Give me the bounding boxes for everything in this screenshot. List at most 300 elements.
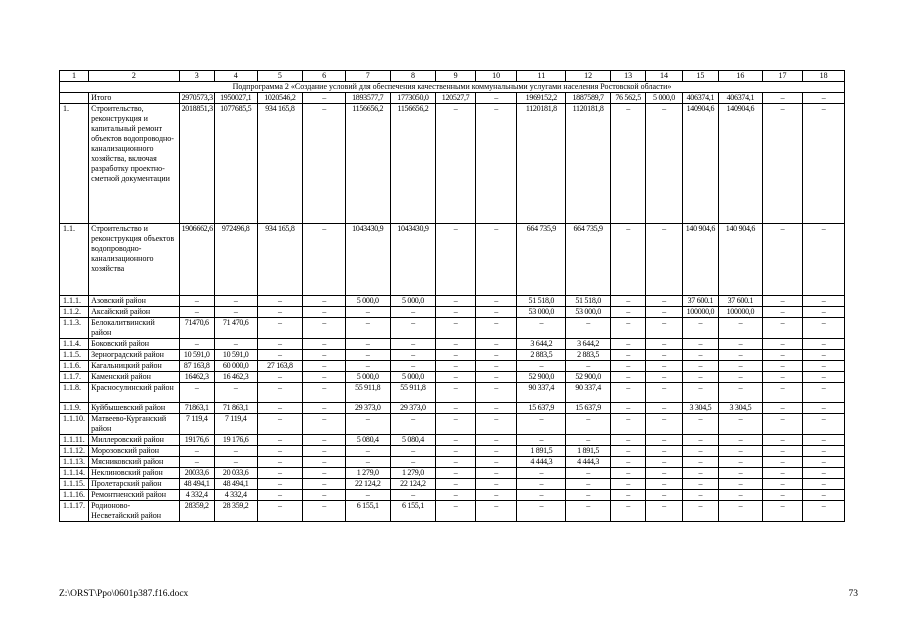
value-cell: 16462,3 [179, 372, 214, 383]
value-cell: 5 000,0 [390, 372, 436, 383]
value-cell: 4 444,3 [517, 457, 566, 468]
value-cell: – [762, 414, 803, 435]
column-number: 7 [345, 71, 390, 82]
value-cell: – [646, 296, 682, 307]
value-cell: – [436, 361, 476, 372]
value-cell: – [345, 361, 390, 372]
value-cell: – [303, 446, 346, 457]
value-cell: – [566, 361, 611, 372]
value-cell: 140904,6 [682, 104, 718, 224]
value-cell: – [610, 296, 645, 307]
value-cell: – [682, 383, 718, 403]
value-cell: – [517, 361, 566, 372]
value-cell: – [803, 490, 845, 501]
value-cell: – [303, 361, 346, 372]
value-cell: – [436, 457, 476, 468]
value-cell: – [682, 446, 718, 457]
value-cell: – [610, 350, 645, 361]
value-cell: – [517, 501, 566, 522]
value-cell: 55 911,8 [390, 383, 436, 403]
table-row [60, 224, 845, 296]
value-cell: 71470,6 [179, 318, 214, 339]
value-cell: – [257, 435, 303, 446]
value-cell: – [436, 501, 476, 522]
value-cell: – [803, 446, 845, 457]
value-cell: 2970573,3 [179, 93, 214, 104]
value-cell: – [646, 435, 682, 446]
row-number: 1.1.8. [60, 383, 89, 403]
table-row [60, 403, 845, 414]
row-number: 1.1.17. [60, 501, 89, 522]
value-cell: – [762, 224, 803, 296]
value-cell: – [610, 479, 645, 490]
value-cell: 140904,6 [719, 104, 763, 224]
value-cell: – [303, 435, 346, 446]
value-cell: – [682, 468, 718, 479]
value-cell: – [345, 350, 390, 361]
value-cell: 1120181,8 [517, 104, 566, 224]
value-cell: – [719, 468, 763, 479]
value-cell: – [803, 372, 845, 383]
value-cell: – [303, 490, 346, 501]
value-cell: – [179, 457, 214, 468]
value-cell: – [475, 383, 517, 403]
value-cell: 37 600.1 [682, 296, 718, 307]
value-cell: – [257, 296, 303, 307]
value-cell: – [610, 372, 645, 383]
value-cell: 7 119,4 [179, 414, 214, 435]
table-row [60, 372, 845, 383]
value-cell: – [475, 468, 517, 479]
value-cell: 1887589,7 [566, 93, 611, 104]
value-cell: – [303, 501, 346, 522]
row-name: Строительство, реконструкция и капитальный ремонт объектов водопроводно-канализационного хозяйства, включая разработку проектно-сметной документации [89, 104, 179, 224]
value-cell: 76 562,5 [610, 93, 645, 104]
value-cell: – [803, 361, 845, 372]
value-cell: – [719, 372, 763, 383]
value-cell: – [257, 479, 303, 490]
value-cell: – [436, 296, 476, 307]
value-cell: 5 080,4 [345, 435, 390, 446]
column-number: 1 [60, 71, 89, 82]
value-cell: 6 155,1 [390, 501, 436, 522]
column-number: 14 [646, 71, 682, 82]
value-cell: 48 494,1 [214, 479, 257, 490]
row-name: Морозовский район [89, 446, 179, 457]
column-number: 4 [214, 71, 257, 82]
value-cell: – [303, 383, 346, 403]
value-cell: 37 600.1 [719, 296, 763, 307]
value-cell: 20033,6 [179, 468, 214, 479]
value-cell: – [436, 446, 476, 457]
value-cell: – [610, 435, 645, 446]
column-number-row [60, 71, 845, 82]
table-row [60, 468, 845, 479]
row-name: Белокалитвинский район [89, 318, 179, 339]
value-cell: – [257, 403, 303, 414]
value-cell: – [475, 296, 517, 307]
value-cell: – [179, 307, 214, 318]
value-cell: – [214, 339, 257, 350]
value-cell: 7 119,4 [214, 414, 257, 435]
value-cell: 5 000,0 [345, 372, 390, 383]
value-cell: – [436, 307, 476, 318]
value-cell: – [179, 339, 214, 350]
column-number: 18 [803, 71, 845, 82]
value-cell: – [762, 468, 803, 479]
value-cell: 90 337,4 [566, 383, 611, 403]
value-cell: 3 304,5 [719, 403, 763, 414]
value-cell: 22 124,2 [390, 479, 436, 490]
value-cell: 934 165,8 [257, 224, 303, 296]
value-cell: – [803, 501, 845, 522]
value-cell: – [475, 307, 517, 318]
column-number: 16 [719, 71, 763, 82]
value-cell: 1 891,5 [517, 446, 566, 457]
value-cell: – [303, 296, 346, 307]
value-cell: – [214, 296, 257, 307]
value-cell: – [682, 318, 718, 339]
value-cell: 664 735,9 [566, 224, 611, 296]
value-cell: – [303, 93, 346, 104]
value-cell: – [390, 318, 436, 339]
value-cell: – [682, 339, 718, 350]
value-cell: 29 373,0 [390, 403, 436, 414]
value-cell: – [762, 446, 803, 457]
value-cell: – [257, 468, 303, 479]
value-cell: – [610, 339, 645, 350]
value-cell: – [566, 468, 611, 479]
table-row [60, 339, 845, 350]
table-row [60, 490, 845, 501]
value-cell: 406374,1 [682, 93, 718, 104]
value-cell: – [762, 435, 803, 446]
row-name: Строительство и реконструкция объектов водопроводно-канализационного хозяйства [89, 224, 179, 296]
row-number [60, 93, 89, 104]
value-cell: – [436, 414, 476, 435]
table-body [60, 71, 845, 522]
value-cell: – [610, 361, 645, 372]
value-cell: – [475, 501, 517, 522]
value-cell: – [762, 104, 803, 224]
value-cell: 4 332,4 [214, 490, 257, 501]
row-name: Пролетарский район [89, 479, 179, 490]
value-cell: 71 863,1 [214, 403, 257, 414]
value-cell: – [345, 414, 390, 435]
table-row [60, 361, 845, 372]
table-row [60, 104, 845, 224]
value-cell: – [257, 307, 303, 318]
value-cell: – [475, 490, 517, 501]
value-cell: – [566, 435, 611, 446]
row-number: 1.1.13. [60, 457, 89, 468]
value-cell: – [436, 435, 476, 446]
column-number: 5 [257, 71, 303, 82]
value-cell: 5 000,0 [646, 93, 682, 104]
value-cell: – [719, 414, 763, 435]
row-number: 1.1.3. [60, 318, 89, 339]
value-cell: 27 163,8 [257, 361, 303, 372]
value-cell: – [257, 339, 303, 350]
value-cell: – [646, 490, 682, 501]
budget-table [59, 70, 845, 522]
value-cell: – [257, 372, 303, 383]
value-cell: 4 332,4 [179, 490, 214, 501]
value-cell: – [436, 468, 476, 479]
value-cell: – [303, 414, 346, 435]
row-number: 1.1.4. [60, 339, 89, 350]
value-cell: 19 176,6 [214, 435, 257, 446]
value-cell: – [390, 446, 436, 457]
value-cell: – [719, 383, 763, 403]
value-cell: 4 444,3 [566, 457, 611, 468]
value-cell: – [475, 350, 517, 361]
value-cell: – [436, 224, 476, 296]
value-cell: 22 124,2 [345, 479, 390, 490]
value-cell: – [803, 318, 845, 339]
value-cell: – [257, 490, 303, 501]
column-number: 3 [179, 71, 214, 82]
value-cell: – [303, 479, 346, 490]
value-cell: 5 080,4 [390, 435, 436, 446]
value-cell: 52 900,0 [566, 372, 611, 383]
row-name: Родионово-Несветайский район [89, 501, 179, 522]
value-cell: 20 033,6 [214, 468, 257, 479]
value-cell: – [475, 339, 517, 350]
value-cell: – [257, 414, 303, 435]
value-cell: – [610, 403, 645, 414]
column-number: 12 [566, 71, 611, 82]
value-cell: 140 904,6 [719, 224, 763, 296]
column-number: 9 [436, 71, 476, 82]
value-cell: – [682, 361, 718, 372]
value-cell: 16 462,3 [214, 372, 257, 383]
value-cell: 140 904,6 [682, 224, 718, 296]
value-cell: 71 470,6 [214, 318, 257, 339]
value-cell: – [719, 350, 763, 361]
value-cell: – [566, 490, 611, 501]
value-cell: 53 000,0 [517, 307, 566, 318]
value-cell: 1077685,5 [214, 104, 257, 224]
value-cell: – [517, 468, 566, 479]
row-number: 1.1.9. [60, 403, 89, 414]
value-cell: – [345, 490, 390, 501]
value-cell: 2 883,5 [517, 350, 566, 361]
value-cell: – [436, 490, 476, 501]
value-cell: 1893577,7 [345, 93, 390, 104]
value-cell: – [719, 318, 763, 339]
row-number: 1.1.11. [60, 435, 89, 446]
value-cell: – [475, 479, 517, 490]
value-cell: 934 165,8 [257, 104, 303, 224]
value-cell: – [257, 350, 303, 361]
value-cell: – [390, 307, 436, 318]
value-cell: 19176,6 [179, 435, 214, 446]
value-cell: – [610, 490, 645, 501]
value-cell: – [345, 457, 390, 468]
row-number: 1.1.1. [60, 296, 89, 307]
value-cell: 52 900,0 [517, 372, 566, 383]
value-cell: – [390, 414, 436, 435]
value-cell: – [762, 372, 803, 383]
value-cell: – [803, 414, 845, 435]
value-cell: – [303, 224, 346, 296]
value-cell: – [303, 318, 346, 339]
value-cell: – [610, 457, 645, 468]
value-cell: – [762, 403, 803, 414]
value-cell: – [303, 104, 346, 224]
row-name: Куйбышевский район [89, 403, 179, 414]
column-number: 10 [475, 71, 517, 82]
subprogram-title: Подпрограмма 2 «Создание условий для обеспечения качественными коммунальными услугами населения Ростовской области» [60, 82, 845, 93]
value-cell: – [475, 104, 517, 224]
value-cell: 1969152,2 [517, 93, 566, 104]
value-cell: – [610, 501, 645, 522]
value-cell: – [257, 318, 303, 339]
value-cell: – [566, 501, 611, 522]
value-cell: – [436, 339, 476, 350]
column-number: 11 [517, 71, 566, 82]
value-cell: – [303, 350, 346, 361]
table-row [60, 435, 845, 446]
row-number: 1.1. [60, 224, 89, 296]
value-cell: – [803, 479, 845, 490]
value-cell: 15 637,9 [566, 403, 611, 414]
value-cell: – [682, 457, 718, 468]
value-cell: – [803, 457, 845, 468]
value-cell: – [179, 446, 214, 457]
value-cell: – [475, 224, 517, 296]
value-cell: – [257, 501, 303, 522]
value-cell: 6 155,1 [345, 501, 390, 522]
table-row [60, 446, 845, 457]
value-cell: 3 644,2 [517, 339, 566, 350]
value-cell: – [475, 414, 517, 435]
value-cell: – [803, 403, 845, 414]
row-number: 1.1.15. [60, 479, 89, 490]
row-number: 1.1.7. [60, 372, 89, 383]
table-row [60, 501, 845, 522]
value-cell: 28359,2 [179, 501, 214, 522]
value-cell: 1950027,1 [214, 93, 257, 104]
value-cell: – [682, 490, 718, 501]
value-cell: – [803, 307, 845, 318]
value-cell: 28 359,2 [214, 501, 257, 522]
value-cell: – [762, 479, 803, 490]
document-table-area [59, 70, 845, 522]
value-cell: – [762, 350, 803, 361]
value-cell: – [257, 383, 303, 403]
value-cell: – [762, 296, 803, 307]
value-cell: – [303, 339, 346, 350]
table-row [60, 307, 845, 318]
footer-file-path: Z:\ORST\Ppo\0601p387.f16.docx [59, 589, 189, 599]
value-cell: – [762, 383, 803, 403]
column-number: 17 [762, 71, 803, 82]
table-row [60, 93, 845, 104]
value-cell: – [610, 383, 645, 403]
row-name: Миллеровский район [89, 435, 179, 446]
value-cell: 972496,8 [214, 224, 257, 296]
value-cell: – [214, 457, 257, 468]
value-cell: 1156656,2 [345, 104, 390, 224]
value-cell: – [646, 350, 682, 361]
row-name: Азовский район [89, 296, 179, 307]
value-cell: 15 637,9 [517, 403, 566, 414]
row-number: 1. [60, 104, 89, 224]
row-name: Боковский район [89, 339, 179, 350]
value-cell: – [646, 307, 682, 318]
value-cell: – [762, 339, 803, 350]
value-cell: 1906662,6 [179, 224, 214, 296]
value-cell: – [345, 307, 390, 318]
value-cell: – [475, 446, 517, 457]
value-cell: 1120181,8 [566, 104, 611, 224]
value-cell: – [762, 93, 803, 104]
value-cell: – [517, 479, 566, 490]
value-cell: – [646, 468, 682, 479]
value-cell: – [646, 501, 682, 522]
table-row [60, 457, 845, 468]
value-cell: – [214, 383, 257, 403]
row-name: Мясниковский район [89, 457, 179, 468]
row-name: Кагальницкий район [89, 361, 179, 372]
value-cell: – [719, 339, 763, 350]
value-cell: – [390, 490, 436, 501]
value-cell: 1 279,0 [390, 468, 436, 479]
value-cell: – [803, 296, 845, 307]
value-cell: 1043430,9 [345, 224, 390, 296]
value-cell: – [803, 468, 845, 479]
value-cell: – [610, 104, 645, 224]
value-cell: 1020546,2 [257, 93, 303, 104]
row-number: 1.1.12. [60, 446, 89, 457]
row-name: Матвеево-Курганский район [89, 414, 179, 435]
value-cell: – [517, 414, 566, 435]
value-cell: 90 337,4 [517, 383, 566, 403]
value-cell: – [257, 446, 303, 457]
value-cell: – [517, 318, 566, 339]
value-cell: – [646, 479, 682, 490]
value-cell: – [436, 104, 476, 224]
value-cell: – [436, 479, 476, 490]
value-cell: – [566, 318, 611, 339]
value-cell: – [719, 479, 763, 490]
value-cell: – [610, 307, 645, 318]
value-cell: – [436, 403, 476, 414]
value-cell: – [646, 224, 682, 296]
value-cell: 1773050,0 [390, 93, 436, 104]
value-cell: 664 735,9 [517, 224, 566, 296]
value-cell: – [682, 479, 718, 490]
value-cell: – [682, 372, 718, 383]
page-number: 73 [848, 589, 858, 599]
value-cell: 53 000,0 [566, 307, 611, 318]
value-cell: – [803, 93, 845, 104]
value-cell: 87 163,8 [179, 361, 214, 372]
value-cell: – [436, 318, 476, 339]
value-cell: 406374,1 [719, 93, 763, 104]
row-number: 1.1.5. [60, 350, 89, 361]
table-row [60, 318, 845, 339]
value-cell: – [257, 457, 303, 468]
value-cell: – [566, 479, 611, 490]
value-cell: – [682, 350, 718, 361]
value-cell: – [179, 383, 214, 403]
value-cell: – [345, 339, 390, 350]
table-row [60, 296, 845, 307]
row-name: Красносулинский район [89, 383, 179, 403]
